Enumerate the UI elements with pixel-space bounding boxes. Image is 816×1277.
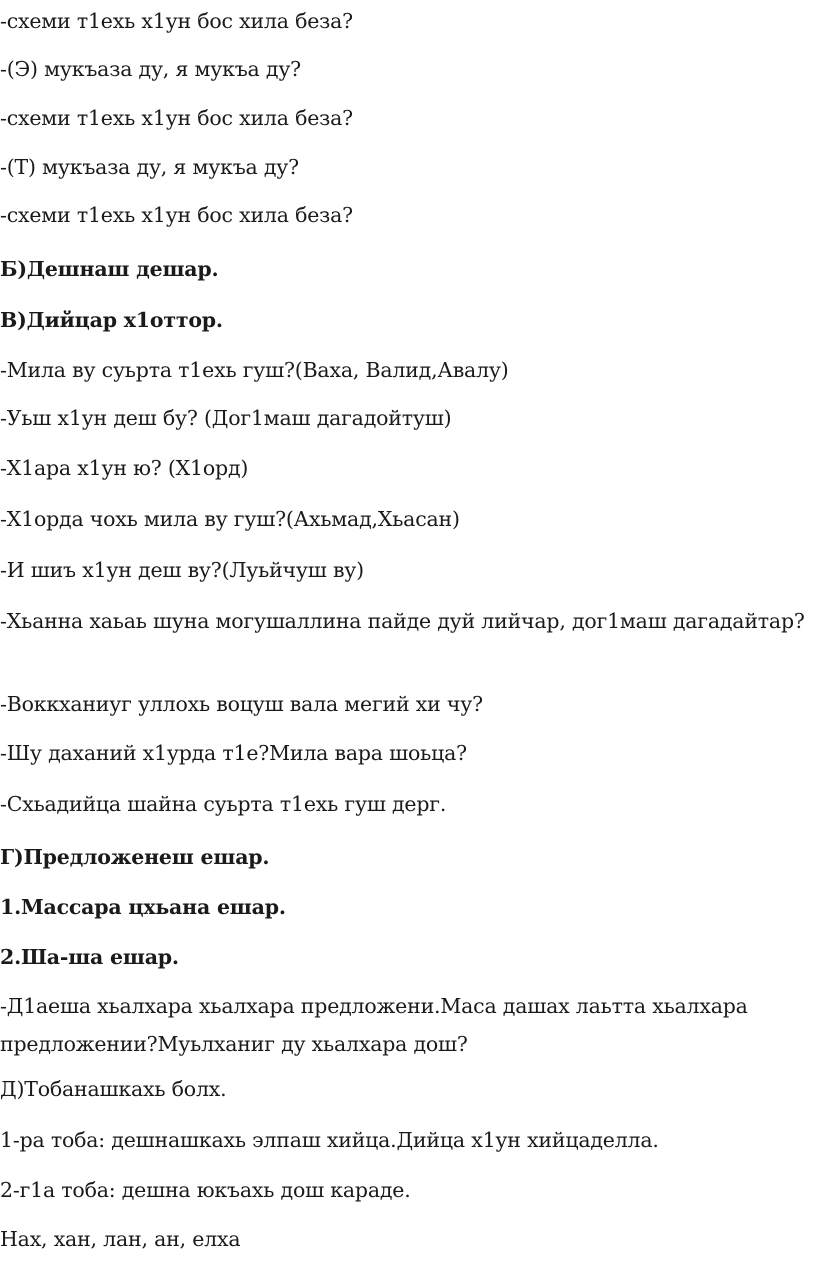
text-line: -Шу даханий х1урда т1е?Мила вара шоьца? [0, 741, 467, 765]
text-paragraph: -Хьанна хаьаь шуна могушаллина пайде дуй лийчар, дог1маш дагадайтар? [0, 609, 805, 633]
numbered-heading: 1.Массара цхьана ешар. [0, 895, 286, 919]
text-line: 2-г1а тоба: дешна юкъахь дош караде. [0, 1178, 411, 1202]
text-line: -(Т) мукъаза ду, я мукъа ду? [0, 155, 299, 179]
text-line: -схеми т1ехь х1ун бос хила беза? [0, 9, 353, 33]
text-line: -схеми т1ехь х1ун бос хила беза? [0, 203, 353, 227]
numbered-heading: 2.Ша-ша ешар. [0, 945, 179, 969]
section-heading: Д)Тобанашкахь болх. [0, 1077, 227, 1101]
text-line: -Уьш х1ун деш бу? (Дог1маш дагадойтуш) [0, 406, 452, 430]
text-line: -Х1орда чохь мила ву гуш?(Ахьмад,Хьасан) [0, 507, 460, 531]
text-line: -(Э) мукъаза ду, я мукъа ду? [0, 57, 301, 81]
text-line: -И шиъ х1ун деш ву?(Луьйчуш ву) [0, 558, 364, 582]
text-line: -Мила ву суьрта т1ехь гуш?(Ваха, Валид,Авалу) [0, 358, 509, 382]
text-line: 1-ра тоба: дешнашкахь элпаш хийца.Дийца х1ун хийцаделла. [0, 1128, 659, 1152]
text-line: -схеми т1ехь х1ун бос хила беза? [0, 106, 353, 130]
text-line: -Х1ара х1ун ю? (Х1орд) [0, 456, 249, 480]
text-line: -Воккханиуг уллохь воцуш вала мегий хи чу? [0, 692, 483, 716]
section-heading: Г)Предложенеш ешар. [0, 845, 270, 869]
text-paragraph: -Д1аеша хьалхара хьалхара предложени.Маса дашах лаьтта хьалхара предложении?Муьлханиг ду хьалхара дош? [0, 994, 748, 1056]
section-heading: В)Дийцар х1оттор. [0, 308, 223, 332]
text-line: Нах, хан, лан, ан, елха [0, 1227, 241, 1251]
text-line: -Схьадийца шайна суьрта т1ехь гуш дерг. [0, 792, 447, 816]
section-heading: Б)Дешнаш дешар. [0, 257, 219, 281]
